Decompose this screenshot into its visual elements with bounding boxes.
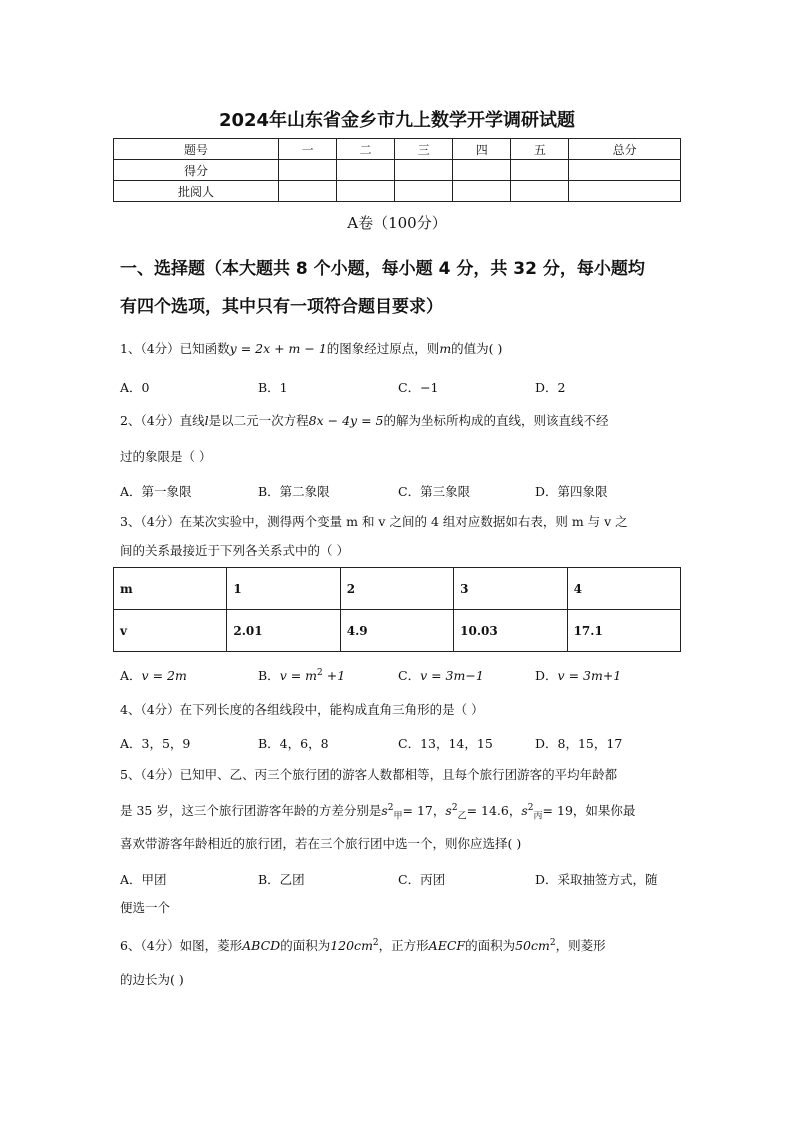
option-expr: v = 2m [141,668,187,683]
option-sup: 2 [317,667,323,678]
reviewer-cell [337,181,395,202]
option-d[interactable]: D．8，15，17 [535,736,623,751]
q5-line2-pre: 是 35 岁，这三个旅行团游客年龄的方差分别是 [120,803,382,819]
option-a[interactable]: A．0 [120,380,150,395]
q2-line2: 过的象限是（ ） [120,449,212,464]
score-cell [569,160,681,181]
option-a[interactable] [120,666,187,684]
table-cell: 17.1 [567,610,680,652]
score-header-cell: 总分 [569,139,681,160]
q3-line1: 3、（4分）在某次实验中，测得两个变量 m 和 v 之间的 4 组对应数据如右表，则 m 与 v 之 [120,514,628,529]
option-d[interactable]: D．第四象限 [535,484,608,499]
option-a[interactable]: A．第一象限 [120,484,192,499]
table-cell: 3 [454,568,567,610]
option-c[interactable]: C．−1 [398,380,439,395]
option-a[interactable]: A．3，5，9 [120,736,191,751]
variance-sub: 丙 [533,811,543,822]
q5-line1: 5、（4分）已知甲、乙、丙三个旅行团的游客人数都相等，且每个旅行团游客的平均年龄都 [120,767,618,782]
q6-sq: 2 [549,938,556,948]
q6-area2: 50cm [515,938,550,954]
q1-formula: y = 2x + m − 1 [229,341,327,356]
variance-sq: 2 [527,803,534,813]
option-d[interactable] [535,666,621,684]
q3-line2: 间的关系最接近于下列各关系式中的（ ） [120,543,349,558]
q5-line2: 是 35 岁，这三个旅行团游客年龄的方差分别是$s^2_甲= 17$，$s^2_乙= 14.6$，$s^2_丙= 19$，如果你最 [120,803,636,822]
option-label: B． [258,668,280,683]
reviewer-cell [279,181,337,202]
q5-option-d-continuation: 便选一个 [120,900,171,915]
table-cell: 10.03 [454,610,567,652]
score-header-cell: 二 [337,139,395,160]
q2-formula: 8x − 4y = 5 [308,413,384,428]
q3-data-table [113,567,681,652]
reviewer-row-label: 批阅人 [114,181,279,202]
table-cell: 1 [227,568,340,610]
option-b[interactable]: B．4，6，8 [258,736,329,751]
variance-sq: 2 [451,803,458,813]
option-b[interactable]: B．1 [258,380,288,395]
variance-value: = 17 [402,803,433,819]
variance-value: = 14.6 [466,803,509,819]
q2-var: l [204,413,209,428]
question-1 [120,341,682,357]
option-expr: v = 3m−1 [420,668,484,683]
q6-line2: 的边长为( ) [120,972,184,987]
q6-prefix: 6、（4分）如图，菱形 [120,938,243,954]
q2-mid: 是以二元一次方程 [208,413,309,428]
q5-line3: 喜欢带游客年龄相近的旅行团，若在三个旅行团中选一个，则你应选择( ) [120,836,522,851]
exam-title: 2024年山东省金乡市九上数学开学调研试题 [218,110,576,131]
question-6 [120,935,682,954]
option-expr: v = 3m+1 [557,668,622,683]
score-header-cell: 题号 [114,139,279,160]
score-cell [511,160,569,181]
score-header-cell: 五 [511,139,569,160]
q5-line2-post: ，如果你最 [572,803,636,819]
table-cell: v [114,610,227,652]
q2-suffix: 的解为坐标所构成的直线，则该直线不经 [383,413,609,428]
option-c[interactable]: C．丙团 [398,872,446,887]
option-expr: v = m [279,668,318,683]
score-cell [337,160,395,181]
table-cell: m [114,568,227,610]
option-d[interactable]: D．采取抽签方式，随 [535,872,658,887]
question-4: 4、（4分）在下列长度的各组线段中，能构成直角三角形的是（ ） [120,702,484,717]
option-c[interactable] [398,666,484,684]
section-heading-line1: 一、选择题（本大题共 8 个小题，每小题 4 分，共 32 分，每小题均 [120,259,645,279]
variance-symbol: s [445,803,452,819]
q6-sq: 2 [372,938,379,948]
score-row [114,160,681,181]
score-header-cell: 一 [279,139,337,160]
option-label: A． [120,668,142,683]
reviewer-row [114,181,681,202]
table-cell: 2 [340,568,453,610]
option-label: C． [398,668,421,683]
score-cell [279,160,337,181]
option-expr-post: +1 [322,668,346,683]
option-label: D． [535,668,558,683]
q6-aecf: AECF [428,938,466,954]
table-row [114,568,681,610]
variance-sq: 2 [387,803,394,813]
option-b[interactable] [258,666,345,684]
option-b[interactable]: B．乙团 [258,872,305,887]
table-cell: 2.01 [227,610,340,652]
q1-prefix: 1、（4分）已知函数 [120,341,230,356]
option-a[interactable]: A．甲团 [120,872,167,887]
reviewer-cell [569,181,681,202]
reviewer-cell [395,181,453,202]
variance-sub: 乙 [457,811,467,822]
score-row-label: 得分 [114,160,279,181]
q6-area1: 120cm [330,938,373,954]
score-cell [395,160,453,181]
table-row [114,610,681,652]
q1-mid: 的图象经过原点，则 [326,341,440,356]
question-2 [120,413,682,429]
q6-suffix: ，则菱形 [555,938,606,954]
section-heading-line2: 有四个选项，其中只有一项符合题目要求） [120,297,443,317]
q1-suffix: 的值为( ) [451,341,503,356]
volume-heading: A卷（100分） [347,214,447,232]
score-header-cell: 三 [395,139,453,160]
variance-symbol: s [381,803,388,819]
table-cell: 4 [567,568,680,610]
q6-mid1: 的面积为 [280,938,331,954]
reviewer-cell [453,181,511,202]
q2-prefix: 2、（4分）直线 [120,413,205,428]
q6-mid3: 的面积为 [465,938,516,954]
option-d[interactable]: D．2 [535,380,566,395]
option-c[interactable]: C．第三象限 [398,484,471,499]
q6-mid2: ，正方形 [378,938,429,954]
q6-abcd: ABCD [242,938,281,954]
reviewer-cell [511,181,569,202]
variance-symbol: s [521,803,528,819]
score-cell [453,160,511,181]
option-b[interactable]: B．第二象限 [258,484,330,499]
option-c[interactable]: C．13，14，15 [398,736,493,751]
score-table [113,138,681,202]
variance-value: = 19 [542,803,573,819]
score-header-cell: 四 [453,139,511,160]
table-cell: 4.9 [340,610,453,652]
score-table-header-row [114,139,681,160]
q1-var: m [439,341,452,356]
variance-sub: 甲 [393,811,403,822]
